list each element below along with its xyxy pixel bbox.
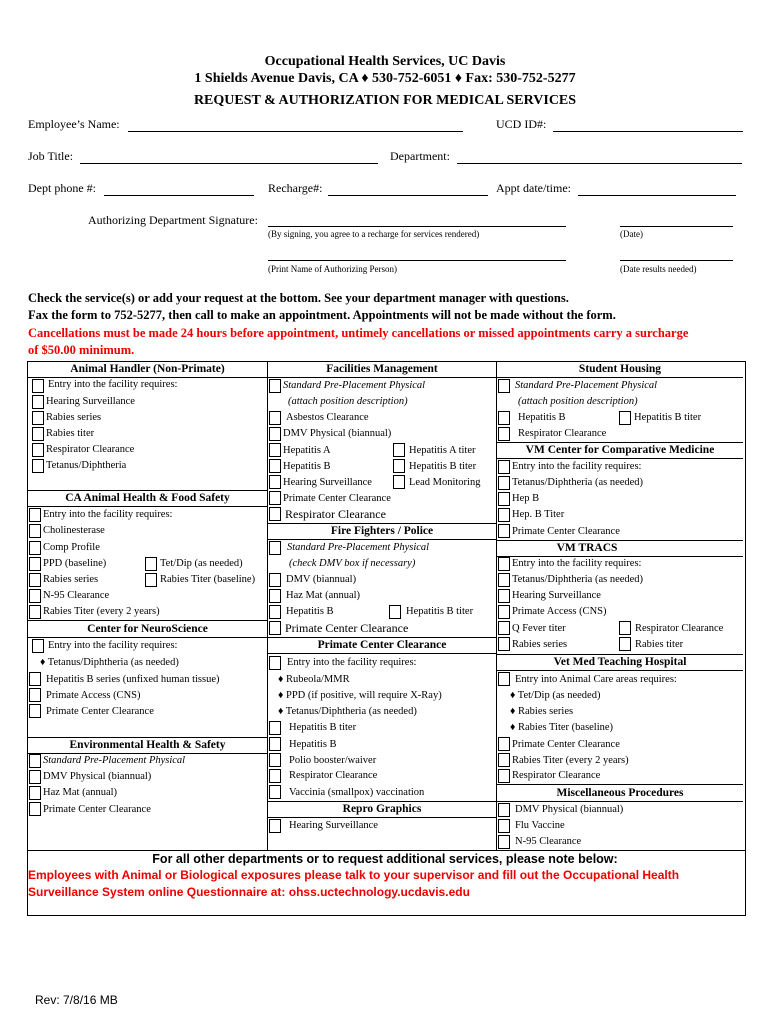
fac-hepb-label: Hepatitis B: [283, 461, 331, 472]
ca-ppd-checkbox[interactable]: [29, 557, 41, 571]
auth-signature-label: Authorizing Department Signature:: [88, 213, 258, 227]
ca-n95-checkbox[interactable]: [29, 589, 41, 603]
student-hepb-titer-label: Hepatitis B titer: [634, 412, 702, 423]
ca-ppd-label: PPD (baseline): [43, 558, 107, 569]
department-field[interactable]: [457, 163, 742, 164]
neuro-entry-checkbox[interactable]: [32, 639, 44, 653]
fac-respirator-checkbox[interactable]: [269, 507, 281, 521]
repro-hearing-checkbox[interactable]: [269, 819, 281, 833]
primate-hepb-titer-checkbox[interactable]: [269, 721, 281, 735]
neuro-tetanus-label: ♦ Tetanus/Diphtheria (as needed): [40, 657, 179, 668]
department-label: Department:: [390, 149, 450, 163]
animal-handler-heading: Animal Handler (Non-Primate): [70, 363, 225, 375]
ca-entry-label: Entry into the facility requires:: [43, 509, 173, 520]
job-title-label: Job Title:: [28, 149, 74, 163]
vmtracs-rabies-series-checkbox[interactable]: [498, 637, 510, 651]
vmtracs-qfever-checkbox[interactable]: [498, 621, 510, 635]
misc-n95-label: N-95 Clearance: [515, 836, 582, 847]
bottom-title: For all other departments or to request additional services, please note below:: [152, 852, 618, 866]
neuro-heading: Center for NeuroScience: [87, 623, 208, 635]
vmtracs-heading: VM TRACS: [556, 542, 618, 554]
animal-entry-label: Entry into the facility requires:: [48, 379, 178, 390]
ca-cholinesterase-checkbox[interactable]: [29, 524, 41, 538]
facilities-heading: Facilities Management: [326, 363, 438, 375]
primate-hepb-checkbox[interactable]: [269, 737, 281, 751]
primate-entry-checkbox[interactable]: [269, 656, 281, 670]
vmth-primate-checkbox[interactable]: [498, 737, 510, 751]
ucd-id-label: UCD ID#:: [496, 117, 547, 131]
vmtracs-hearing-checkbox[interactable]: [498, 589, 510, 603]
vmcm-heading: VM Center for Comparative Medicine: [525, 444, 715, 456]
column-divider-2: [496, 361, 497, 850]
recharge-label: Recharge#:: [268, 181, 323, 195]
fac-hepa-label: Hepatitis A: [283, 445, 331, 456]
bottom-note-line-1: Employees with Animal or Biological exposures please talk to your supervisor and fill out the Occupational Health: [28, 868, 680, 882]
cancellation-line-1: Cancellations must be made 24 hours before appointment, untimely cancellations or missed appointments carry a surcharge: [28, 326, 689, 340]
fire-dmv-label: DMV (biannual): [286, 574, 357, 585]
fac-hepb-titer-label: Hepatitis B titer: [409, 461, 477, 472]
primate-tetanus-label: ♦ Tetanus/Diphtheria (as needed): [278, 706, 417, 717]
fire-standard-checkbox[interactable]: [269, 541, 281, 555]
fac-attach-note: (attach position description): [288, 396, 408, 407]
student-hepb-label: Hepatitis B: [518, 412, 566, 423]
fire-primate-checkbox[interactable]: [269, 621, 281, 635]
vmtracs-hearing-label: Hearing Surveillance: [512, 590, 601, 601]
instruction-line-1: Check the service(s) or add your request at the bottom. See your department manager with questions.: [28, 291, 569, 305]
fac-hepa-titer-checkbox[interactable]: [393, 443, 405, 457]
vmth-respirator-checkbox[interactable]: [498, 769, 510, 783]
primate-hepb-titer-label: Hepatitis B titer: [289, 722, 357, 733]
vmcm-hepb-checkbox[interactable]: [498, 492, 510, 506]
fac-hepa-checkbox[interactable]: [269, 443, 281, 457]
animal-rabies-series-checkbox[interactable]: [32, 411, 44, 425]
misc-dmv-checkbox[interactable]: [498, 803, 510, 817]
vmtracs-primate-access-checkbox[interactable]: [498, 605, 510, 619]
neuro-entry-label: Entry into the facility requires:: [48, 640, 178, 651]
vmcm-hepb-label: Hep B: [512, 493, 540, 504]
fac-primate-checkbox[interactable]: [269, 491, 281, 505]
ehs-primate-label: Primate Center Clearance: [43, 804, 151, 815]
date-results-field[interactable]: [620, 260, 733, 261]
student-heading: Student Housing: [578, 363, 662, 375]
appt-field[interactable]: [578, 195, 736, 196]
fire-heading: Fire Fighters / Police: [330, 525, 434, 537]
fac-hepb-titer-checkbox[interactable]: [393, 459, 405, 473]
print-name-field[interactable]: [268, 260, 566, 261]
signature-note: (By signing, you agree to a recharge for services rendered): [268, 229, 480, 239]
student-attach-note: (attach position description): [518, 396, 638, 407]
fac-hearing-label: Hearing Surveillance: [283, 477, 372, 488]
primate-polio-checkbox[interactable]: [269, 753, 281, 767]
primate-respirator-checkbox[interactable]: [269, 769, 281, 783]
animal-hearing-label: Hearing Surveillance: [46, 396, 135, 407]
vmth-rabies-series-label: ♦ Rabies series: [510, 706, 574, 717]
ca-comp-profile-checkbox[interactable]: [29, 541, 41, 555]
vmcm-hepb-titer-label: Hep. B Titer: [512, 509, 565, 520]
ca-rabies-series-label: Rabies series: [43, 574, 99, 585]
animal-respirator-label: Respirator Clearance: [46, 444, 135, 455]
vmtracs-rabies-titer-label: Rabies titer: [635, 639, 684, 650]
vmth-respirator-label: Respirator Clearance: [512, 770, 601, 781]
fac-standard-checkbox[interactable]: [269, 379, 281, 393]
fire-hazmat-label: Haz Mat (annual): [286, 590, 361, 601]
org-name: Occupational Health Services, UC Davis: [264, 54, 506, 69]
ca-rabies-titer-baseline-checkbox[interactable]: [145, 573, 157, 587]
vmtracs-qfever-label: Q Fever titer: [512, 623, 566, 634]
primate-polio-label: Polio booster/waiver: [289, 755, 377, 766]
revision-note: Rev: 7/8/16 MB: [35, 993, 118, 1007]
ehs-standard-checkbox[interactable]: [29, 754, 41, 768]
vmcm-hepb-titer-checkbox[interactable]: [498, 508, 510, 522]
vmth-entry-label: Entry into Animal Care areas requires:: [515, 674, 677, 685]
ucd-id-field[interactable]: [553, 131, 743, 132]
fire-hepb-checkbox[interactable]: [269, 605, 281, 619]
misc-flu-label: Flu Vaccine: [515, 820, 565, 831]
vmtracs-tetanus-label: Tetanus/Diphtheria (as needed): [512, 574, 644, 585]
vmth-rabies-2yr-checkbox[interactable]: [498, 753, 510, 767]
repro-hearing-label: Hearing Surveillance: [289, 820, 378, 831]
student-standard-label: Standard Pre-Placement Physical: [515, 380, 658, 391]
date-field[interactable]: [620, 226, 733, 227]
primate-vaccinia-checkbox[interactable]: [269, 785, 281, 799]
fac-respirator-label: Respirator Clearance: [285, 507, 386, 521]
vmcm-tetanus-checkbox[interactable]: [498, 476, 510, 490]
misc-dmv-label: DMV Physical (biannual): [515, 804, 624, 815]
vmth-tetdip-label: ♦ Tet/Dip (as needed): [510, 690, 601, 701]
misc-heading: Miscellaneous Procedures: [556, 787, 684, 799]
ca-tetdip-checkbox[interactable]: [145, 557, 157, 571]
cancellation-line-2: of $50.00 minimum.: [28, 343, 135, 357]
vmtracs-rabies-titer-checkbox[interactable]: [619, 637, 631, 651]
ca-cholinesterase-label: Cholinesterase: [43, 525, 105, 536]
ehs-dmv-checkbox[interactable]: [29, 770, 41, 784]
auth-signature-field[interactable]: [268, 226, 566, 227]
vmth-rabies-2yr-label: Rabies Titer (every 2 years): [512, 755, 629, 766]
dept-phone-label: Dept phone #:: [28, 181, 96, 195]
date-results-note: (Date results needed): [620, 264, 697, 274]
vmtracs-entry-label: Entry into the facility requires:: [512, 558, 642, 569]
dept-phone-field[interactable]: [104, 195, 254, 196]
repro-heading: Repro Graphics: [342, 803, 422, 815]
student-hepb-titer-checkbox[interactable]: [619, 411, 631, 425]
fac-dmv-checkbox[interactable]: [269, 427, 281, 441]
ca-entry-checkbox[interactable]: [29, 508, 41, 522]
neuro-primate-access-checkbox[interactable]: [29, 688, 41, 702]
vmtracs-primate-access-label: Primate Access (CNS): [512, 606, 607, 617]
ehs-hazmat-label: Haz Mat (annual): [43, 787, 118, 798]
vmtracs-rabies-series-label: Rabies series: [512, 639, 568, 650]
vmcm-entry-label: Entry into the facility requires:: [512, 461, 642, 472]
recharge-field[interactable]: [328, 195, 488, 196]
misc-flu-checkbox[interactable]: [498, 819, 510, 833]
employee-name-label: Employee’s Name:: [28, 117, 120, 131]
fire-hepb-titer-label: Hepatitis B titer: [406, 606, 474, 617]
vmtracs-tetanus-checkbox[interactable]: [498, 573, 510, 587]
instruction-line-2: Fax the form to 752-5277, then call to make an appointment. Appointments will not be made without the form.: [28, 308, 616, 322]
fac-asbestos-checkbox[interactable]: [269, 411, 281, 425]
column-divider-1: [267, 361, 268, 850]
vmcm-primate-label: Primate Center Clearance: [512, 526, 620, 537]
fac-hearing-checkbox[interactable]: [269, 475, 281, 489]
fac-hepa-titer-label: Hepatitis A titer: [409, 445, 476, 456]
fire-dmv-checkbox[interactable]: [269, 573, 281, 587]
student-respirator-checkbox[interactable]: [498, 427, 510, 441]
fire-hepb-titer-checkbox[interactable]: [389, 605, 401, 619]
fac-lead-label: Lead Monitoring: [409, 477, 481, 488]
ehs-dmv-label: DMV Physical (biannual): [43, 771, 152, 782]
ca-animal-heading: CA Animal Health & Food Safety: [65, 492, 230, 504]
ehs-standard-label: Standard Pre-Placement Physical: [43, 755, 186, 766]
fac-hepb-checkbox[interactable]: [269, 459, 281, 473]
employee-name-field[interactable]: [128, 131, 463, 132]
primate-hepb-label: Hepatitis B: [289, 739, 337, 750]
animal-respirator-checkbox[interactable]: [32, 443, 44, 457]
student-standard-checkbox[interactable]: [498, 379, 510, 393]
misc-n95-checkbox[interactable]: [498, 835, 510, 849]
neuro-primate-center-label: Primate Center Clearance: [46, 706, 154, 717]
vmcm-entry-checkbox[interactable]: [498, 460, 510, 474]
ca-n95-label: N-95 Clearance: [43, 590, 110, 601]
fac-standard-label: Standard Pre-Placement Physical: [283, 380, 426, 391]
animal-hearing-checkbox[interactable]: [32, 395, 44, 409]
fire-hepb-label: Hepatitis B: [286, 606, 334, 617]
animal-rabies-titer-checkbox[interactable]: [32, 427, 44, 441]
primate-heading: Primate Center Clearance: [317, 639, 447, 651]
student-respirator-label: Respirator Clearance: [518, 428, 607, 439]
vmth-primate-label: Primate Center Clearance: [512, 739, 620, 750]
vmtracs-entry-checkbox[interactable]: [498, 557, 510, 571]
fire-hazmat-checkbox[interactable]: [269, 589, 281, 603]
ehs-hazmat-checkbox[interactable]: [29, 786, 41, 800]
fac-lead-checkbox[interactable]: [393, 475, 405, 489]
animal-rabies-series-label: Rabies series: [46, 412, 102, 423]
org-address: 1 Shields Avenue Davis, CA ♦ 530-752-6051 ♦ Fax: 530-752-5277: [194, 71, 576, 86]
ehs-primate-checkbox[interactable]: [29, 802, 41, 816]
vmcm-tetanus-label: Tetanus/Diphtheria (as needed): [512, 477, 644, 488]
ca-comp-profile-label: Comp Profile: [43, 542, 100, 553]
ca-rabies-titer-2yr-checkbox[interactable]: [29, 605, 41, 619]
ca-tetdip-label: Tet/Dip (as needed): [160, 558, 243, 569]
print-name-note: (Print Name of Authorizing Person): [268, 264, 397, 274]
vmth-heading: Vet Med Teaching Hospital: [553, 656, 687, 668]
vmth-entry-checkbox[interactable]: [498, 672, 510, 686]
primate-mmr-label: ♦ Rubeola/MMR: [278, 674, 350, 685]
form-title: REQUEST & AUTHORIZATION FOR MEDICAL SERVICES: [193, 93, 577, 108]
vmcm-primate-checkbox[interactable]: [498, 524, 510, 538]
vmtracs-respirator-checkbox[interactable]: [619, 621, 631, 635]
fire-dmv-note: (check DMV box if necessary): [289, 558, 416, 569]
primate-vaccinia-label: Vaccinia (smallpox) vaccination: [289, 787, 425, 798]
primate-ppd-label: ♦ PPD (if positive, will require X-Ray): [278, 690, 442, 701]
fire-primate-label: Primate Center Clearance: [285, 621, 409, 635]
animal-rabies-titer-label: Rabies titer: [46, 428, 95, 439]
ca-rabies-series-checkbox[interactable]: [29, 573, 41, 587]
ca-rabies-titer-2yr-label: Rabies Titer (every 2 years): [43, 606, 160, 617]
vmtracs-respirator-label: Respirator Clearance: [635, 623, 724, 634]
neuro-hepb-label: Hepatitis B series (unfixed human tissue): [46, 674, 220, 685]
ca-rabies-titer-baseline-label: Rabies Titer (baseline): [160, 574, 256, 585]
neuro-primate-center-checkbox[interactable]: [29, 704, 41, 718]
neuro-hepb-checkbox[interactable]: [29, 672, 41, 686]
vmth-rabies-titer-label: ♦ Rabies Titer (baseline): [510, 722, 614, 733]
ehs-heading: Environmental Health & Safety: [69, 739, 226, 751]
bottom-note-line-2: Surveillance System online Questionnaire at: ohss.uctechnology.ucdavis.edu: [28, 885, 470, 899]
primate-respirator-label: Respirator Clearance: [289, 770, 378, 781]
animal-entry-checkbox[interactable]: [32, 379, 44, 393]
animal-tetanus-label: Tetanus/Diphtheria: [46, 460, 127, 471]
neuro-primate-access-label: Primate Access (CNS): [46, 690, 141, 701]
primate-entry-label: Entry into the facility requires:: [287, 657, 417, 668]
fire-standard-label: Standard Pre-Placement Physical: [287, 542, 430, 553]
fac-dmv-label: DMV Physical (biannual): [283, 428, 392, 439]
animal-tetanus-checkbox[interactable]: [32, 459, 44, 473]
fac-asbestos-label: Asbestos Clearance: [286, 412, 369, 423]
job-title-field[interactable]: [80, 163, 378, 164]
fac-primate-label: Primate Center Clearance: [283, 493, 391, 504]
appt-label: Appt date/time:: [496, 181, 571, 195]
date-note: (Date): [620, 229, 643, 239]
student-hepb-checkbox[interactable]: [498, 411, 510, 425]
